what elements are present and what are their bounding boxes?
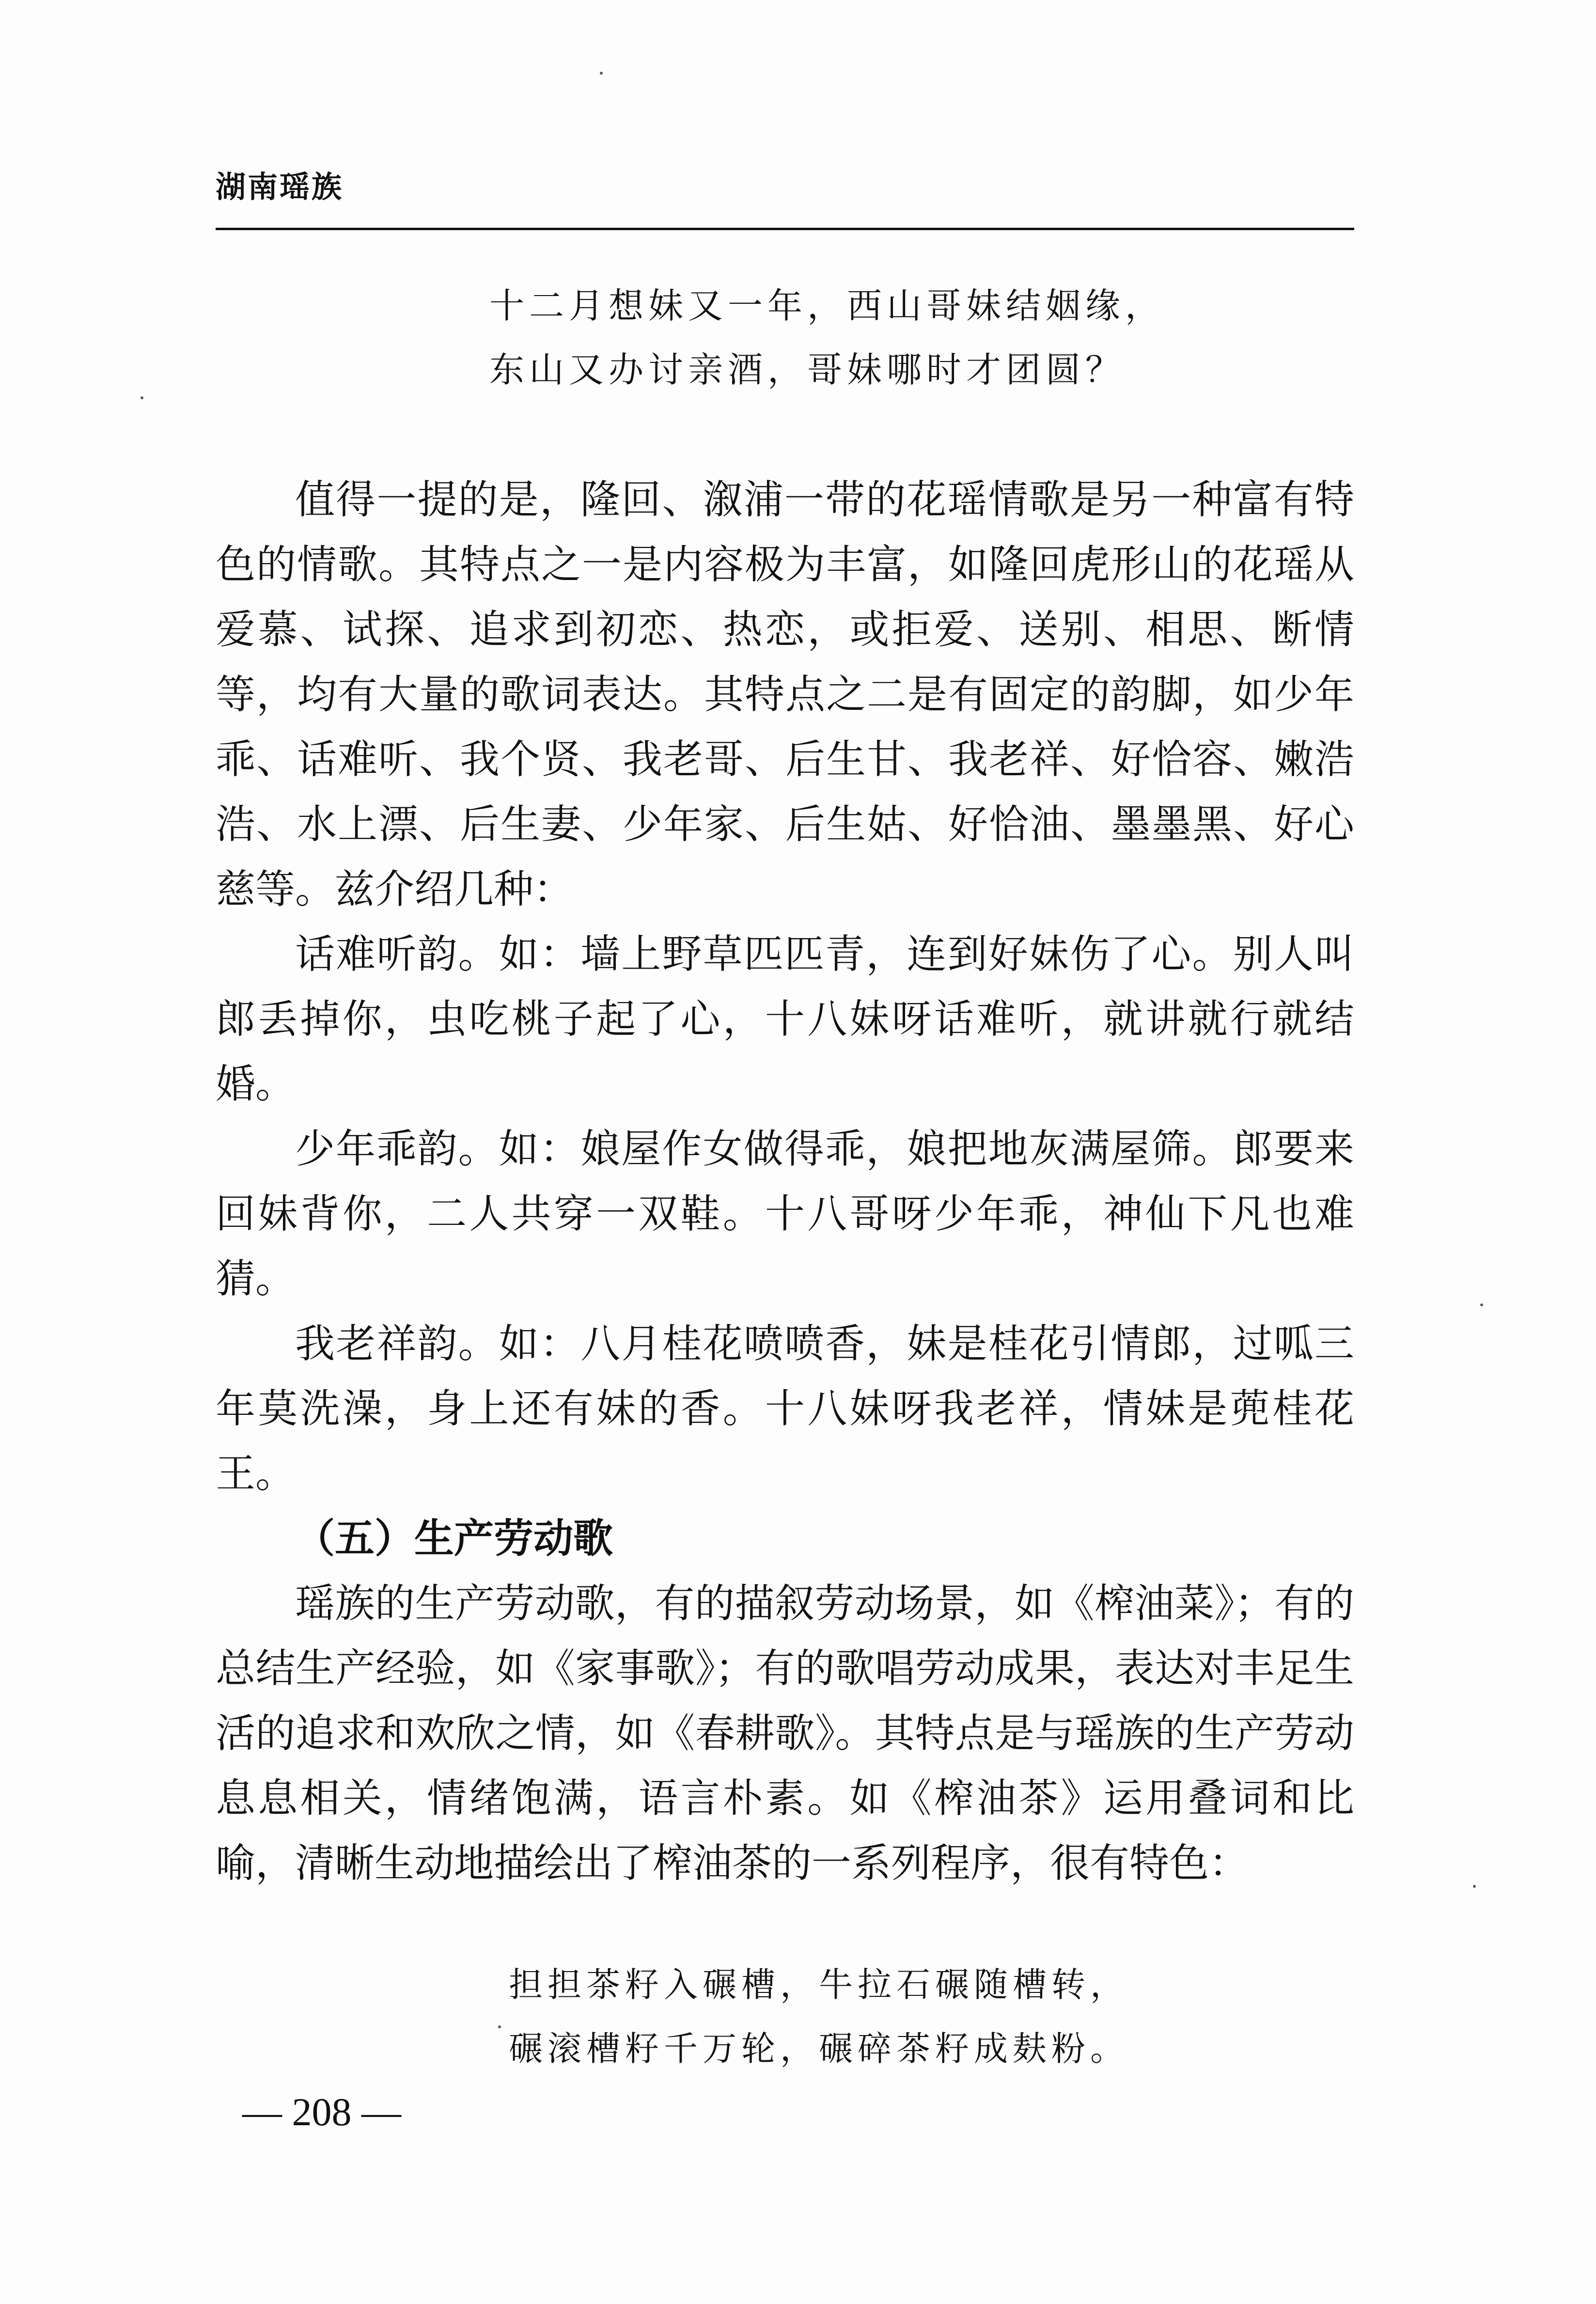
poem-bottom [509, 1953, 1129, 2081]
scan-speck [141, 396, 143, 399]
poem-bottom-line-1: 担担茶籽入碾槽，牛拉石碾随槽转， [509, 1965, 1129, 2005]
running-header-title: 湖南瑶族 [216, 169, 344, 204]
paragraph-hua-yao-love-songs: 值得一提的是，隆回、溆浦一带的花瑶情歌是另一种富有特色的情歌。其特点之一是内容极为丰富，如隆回虎形山的花瑶从爱慕、试探、追求到初恋、热恋，或拒爱、送别、相思、断情等，均有大量的歌词表达。其特点之二是有固定的韵脚，如少年乖、话难听、我个贤、我老哥、后生甘、我老祥、好恰容、嫩浩浩、水上漂、后生妻、少年家、后生姑、好恰油、墨墨黑、好心慈等。兹介绍几种： [216, 477, 1354, 912]
poem-bottom-line-2: 碾滚槽籽千万轮，碾碎茶籽成麸粉。 [509, 2029, 1129, 2069]
paragraph-labor-songs: 瑶族的生产劳动歌，有的描叙劳动场景，如《榨油菜》；有的总结生产经验，如《家事歌》；有的歌唱劳动成果，表达对丰足生活的追求和欢欣之情，如《春耕歌》。其特点是与瑶族的生产劳动息息相关，情绪饱满，语言朴素。如《榨油茶》运用叠词和比喻，清晰生动地描绘出了榨油茶的一系列程序，很有特色： [216, 1581, 1354, 1886]
paragraph-shao-nian-guai-rhyme: 少年乖韵。如：娘屋作女做得乖，娘把地灰满屋筛。郎要来回妹背你，二人共穿一双鞋。十八哥呀少年乖，神仙下凡也难猜。 [216, 1126, 1354, 1302]
paragraph-hua-nan-ting-rhyme: 话难听韵。如：墙上野草匹匹青，连到好妹伤了心。别人叫郎丢掉你，虫吃桃子起了心，十八妹呀话难听，就讲就行就结婚。 [216, 931, 1354, 1107]
page-number: — 208 — [242, 2090, 401, 2134]
scan-speck [1473, 1885, 1476, 1888]
body-text [216, 468, 1354, 1896]
scan-speck [600, 72, 603, 75]
scan-speck [1480, 1303, 1483, 1306]
scan-speck [498, 2025, 501, 2028]
header-rule [216, 228, 1354, 230]
section-heading-labor-songs: （五）生产劳动歌 [295, 1516, 613, 1562]
paragraph-wo-lao-xiang-rhyme: 我老祥韵。如：八月桂花喷喷香，妹是桂花引情郎，过呱三年莫洗澡，身上还有妹的香。十八妹呀我老祥，情妹是蔸桂花王。 [216, 1321, 1354, 1497]
poem-top-line-1: 十二月想妹又一年，西山哥妹结姻缘， [489, 285, 1165, 326]
poem-top [489, 274, 1165, 402]
poem-top-line-2: 东山又办讨亲酒，哥妹哪时才团圆？ [489, 349, 1126, 390]
